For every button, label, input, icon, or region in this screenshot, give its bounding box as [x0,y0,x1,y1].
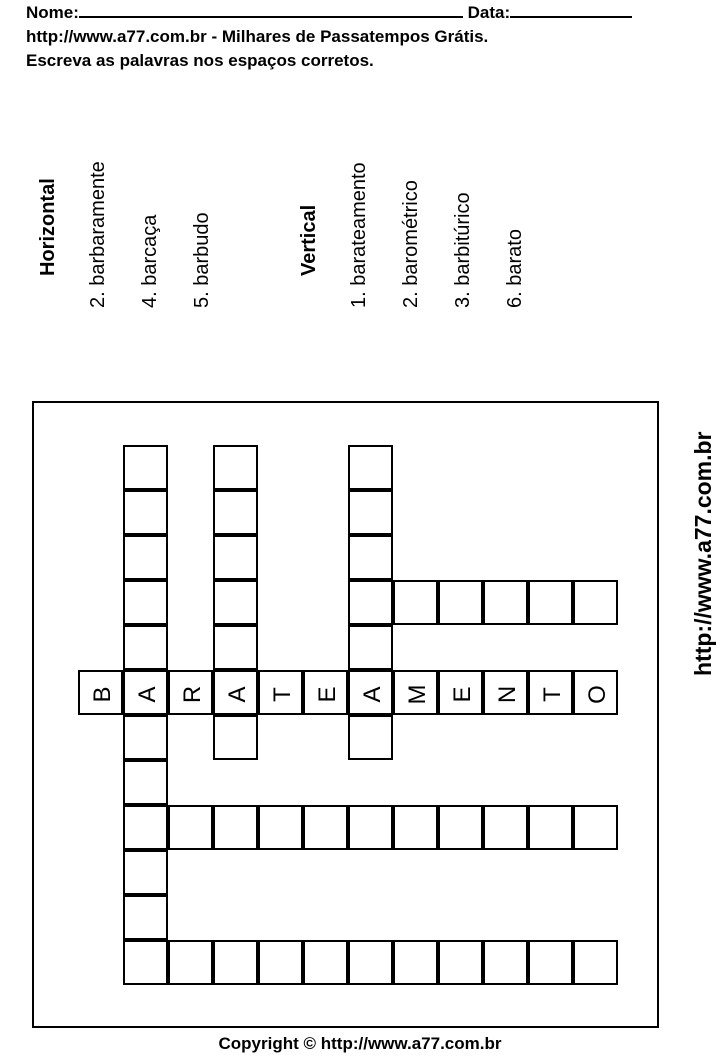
grid-cell[interactable] [528,805,573,850]
grid-cell[interactable] [123,895,168,940]
grid-cell[interactable] [348,580,393,625]
clue-word: barcaça [139,214,161,286]
vertical-clue [347,162,371,308]
grid-cell[interactable] [123,760,168,805]
cell-letter: N [493,685,521,704]
cell-letter: T [268,687,296,702]
date-label: Data: [467,3,511,22]
grid-cell[interactable] [393,670,438,715]
grid-cell[interactable] [213,940,258,985]
grid-cell[interactable] [348,940,393,985]
horizontal-clue [86,161,110,308]
clue-number: 2. [400,291,422,308]
grid-cell[interactable] [303,940,348,985]
grid-cell[interactable] [213,445,258,490]
grid-cell[interactable] [438,580,483,625]
name-date-line [26,2,632,23]
clue-word: barateamento [348,162,370,286]
grid-cell[interactable] [123,805,168,850]
cell-letter: A [133,686,161,703]
name-field[interactable] [79,2,463,18]
grid-cell[interactable] [213,535,258,580]
clue-number: 1. [348,291,370,308]
clue-number: 2. [87,291,109,308]
grid-cell[interactable] [393,805,438,850]
clue-word: barato [504,229,526,286]
horizontal-clue [190,212,214,308]
grid-cell[interactable] [348,445,393,490]
grid-cell[interactable] [348,490,393,535]
grid-cell[interactable] [78,670,123,715]
grid-cell[interactable] [213,715,258,760]
cell-letter: B [88,686,116,703]
clue-word: barbaramente [87,161,109,286]
grid-cell[interactable] [168,805,213,850]
copyright: Copyright © http://www.a77.com.br [218,1034,502,1053]
grid-cell[interactable] [123,535,168,580]
side-url: http://www.a77.com.br [690,431,716,676]
grid-cell[interactable] [528,580,573,625]
grid-cell[interactable] [573,805,618,850]
vertical-clue [399,180,423,308]
grid-cell[interactable] [303,670,348,715]
cell-letter: A [223,686,251,703]
cell-letter: T [538,687,566,702]
grid-cell[interactable] [213,490,258,535]
grid-cell[interactable] [213,625,258,670]
grid-cell[interactable] [483,940,528,985]
grid-cell[interactable] [303,805,348,850]
grid-cell[interactable] [573,670,618,715]
date-field[interactable] [510,2,632,18]
clue-number: 4. [139,291,161,308]
grid-cell[interactable] [213,580,258,625]
horizontal-clue [138,215,162,308]
clue-word: barbudo [191,212,213,286]
grid-cell[interactable] [123,625,168,670]
cell-letter: O [583,685,611,704]
horizontal-title: Horizontal [37,178,59,276]
grid-cell[interactable] [393,940,438,985]
grid-cell[interactable] [168,940,213,985]
grid-cell[interactable] [438,670,483,715]
grid-cell[interactable] [573,940,618,985]
grid-cell[interactable] [483,805,528,850]
grid-cell[interactable] [123,850,168,895]
instruction-line: Escreva as palavras nos espaços corretos. [26,51,374,70]
site-line: http://www.a77.com.br - Milhares de Passatempos Grátis. [26,27,489,46]
clue-number: 5. [191,291,213,308]
grid-cell[interactable] [123,940,168,985]
grid-cell[interactable] [123,445,168,490]
grid-cell[interactable] [348,715,393,760]
clue-number: 3. [452,291,474,308]
cell-letter: R [178,685,206,704]
cell-letter: E [313,686,341,703]
name-label: Nome: [26,3,79,22]
vertical-title: Vertical [298,204,320,276]
grid-cell[interactable] [213,670,258,715]
vertical-clue [503,229,527,308]
grid-cell[interactable] [348,805,393,850]
grid-cell[interactable] [348,670,393,715]
vertical-clue [451,192,475,308]
grid-cell[interactable] [348,625,393,670]
grid-cell[interactable] [213,805,258,850]
grid-cell[interactable] [483,580,528,625]
grid-cell[interactable] [348,535,393,580]
grid-cell[interactable] [573,580,618,625]
grid-cell[interactable] [123,715,168,760]
grid-cell[interactable] [258,805,303,850]
grid-cell[interactable] [258,670,303,715]
grid-cell[interactable] [258,940,303,985]
grid-cell[interactable] [123,580,168,625]
grid-cell[interactable] [438,940,483,985]
grid-cell[interactable] [528,670,573,715]
grid-cell[interactable] [168,670,213,715]
cell-letter: A [358,686,386,703]
grid-cell[interactable] [483,670,528,715]
grid-cell[interactable] [528,940,573,985]
grid-cell[interactable] [393,580,438,625]
grid-cell[interactable] [123,670,168,715]
clue-word: barbitúrico [452,192,474,286]
cell-letter: E [448,686,476,703]
cell-letter: M [403,684,431,705]
clue-number: 6. [504,291,526,308]
clue-word: barométrico [400,180,422,286]
grid-cell[interactable] [438,805,483,850]
grid-cell[interactable] [123,490,168,535]
